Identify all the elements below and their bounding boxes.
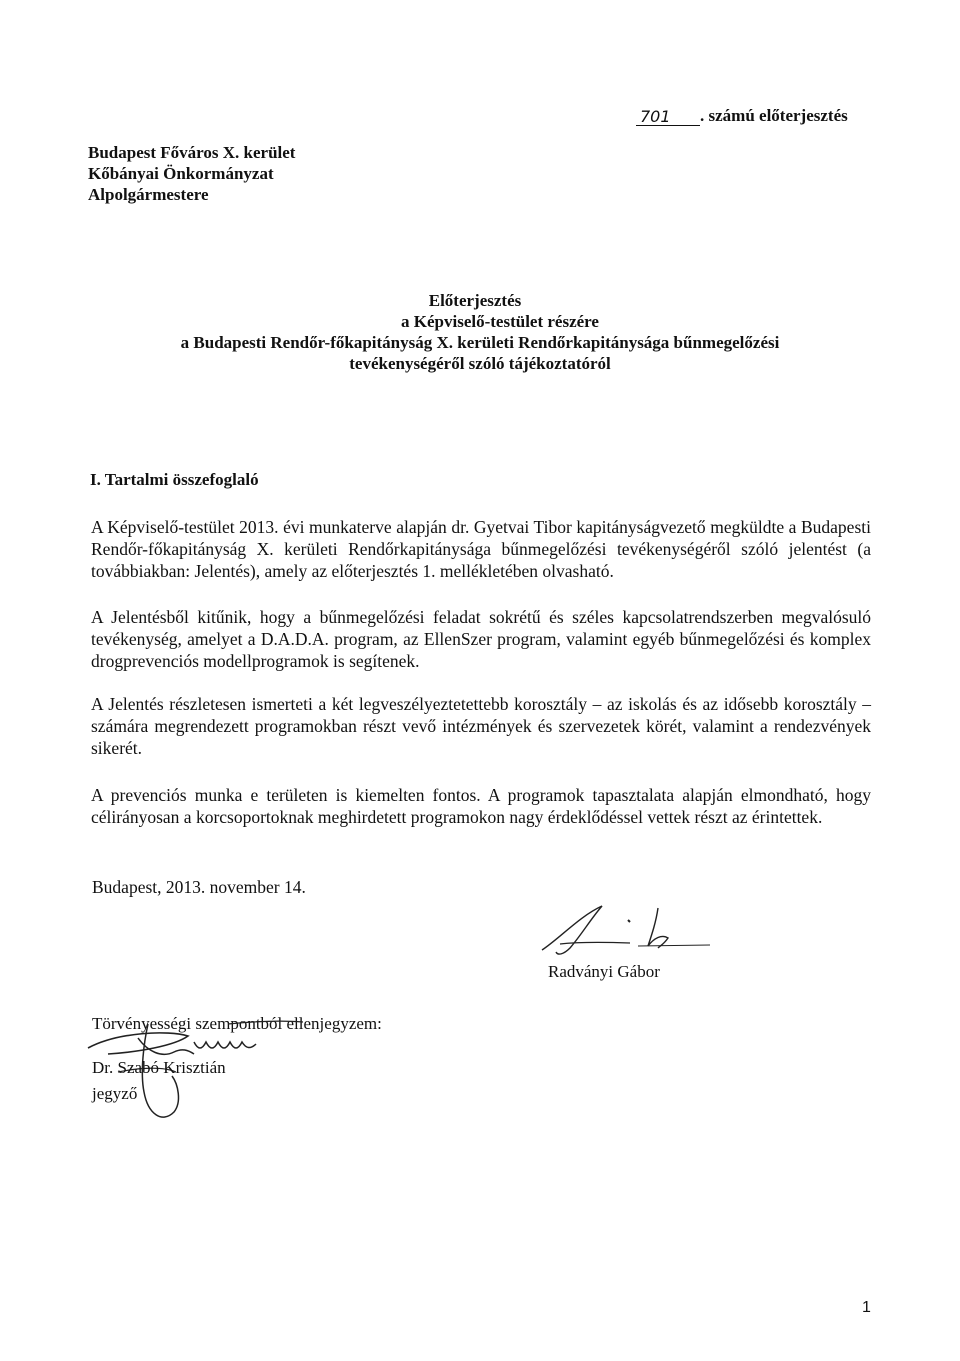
handwritten-proposal-number: 701 xyxy=(636,107,700,126)
paragraph-4: A prevenciós munka e területen is kiemelten fontos. A programok tapasztalata alapján elmondható, hogy célirányosan a korcsoportoknak meghirdetett programokon nagy érdeklődéssel vettek részt az érintettek. xyxy=(91,785,871,827)
signer-name: Radványi Gábor xyxy=(548,962,660,981)
page-number: 1 xyxy=(862,1299,871,1316)
paragraph-2: A Jelentésből kitűnik, hogy a bűnmegelőzési feladat sokrétű és széles kapcsolatrendszerben megvalósuló tevékenység, amelyet a D.A.D.A. program, az EllenSzer program, valamint egyéb bűnmegelőzési és komplex drogprevenciós modellprogramok is segítenek. xyxy=(91,607,871,671)
paragraph-1: A Képviselő-testület 2013. évi munkaterve alapján dr. Gyetvai Tibor kapitányságvezető megküldte a Budapesti Rendőr-főkapitányság X. kerületi Rendőrkapitánysága bűnmegelőzési tevékenységéről szóló jelentést (a továbbiakban: Jelentés), amely az előterjesztés 1. mellékletében olvasható. xyxy=(91,517,871,581)
signature-icon xyxy=(530,898,720,962)
issuer-line-3: Alpolgármestere xyxy=(88,185,209,204)
title-line-1: Előterjesztés xyxy=(428,291,522,310)
paragraph-3: A Jelentés részletesen ismerteti a két legveszélyeztetettebb korosztály – az iskolás és az idősebb korosztály – számára megrendezett programokban részt vevő intézmények és szervezetek körét, valamint a rendezvények sikerét. xyxy=(91,694,871,758)
title-line-3: a Budapesti Rendőr-főkapitányság X. kerületi Rendőrkapitánysága bűnmegelőzési xyxy=(180,333,780,352)
legal-countersign-label: Törvényességi szempontból ellenjegyzem: xyxy=(92,1014,382,1033)
proposal-number-label: . számú előterjesztés xyxy=(700,106,848,125)
title-line-2: a Képviselő-testület részére xyxy=(401,312,599,331)
notary-title: jegyző xyxy=(92,1084,138,1103)
date-line: Budapest, 2013. november 14. xyxy=(92,877,306,897)
proposal-number xyxy=(636,106,848,126)
issuer-line-2: Kőbányai Önkormányzat xyxy=(88,164,274,183)
notary-name: Dr. Szabó Krisztián xyxy=(92,1058,226,1077)
issuer-block xyxy=(88,142,295,205)
document-title xyxy=(0,290,960,374)
section-heading: I. Tartalmi összefoglaló xyxy=(90,470,259,489)
title-line-4: tevékenységéről szóló tájékoztatóról xyxy=(349,354,611,373)
issuer-line-1: Budapest Főváros X. kerület xyxy=(88,143,296,162)
